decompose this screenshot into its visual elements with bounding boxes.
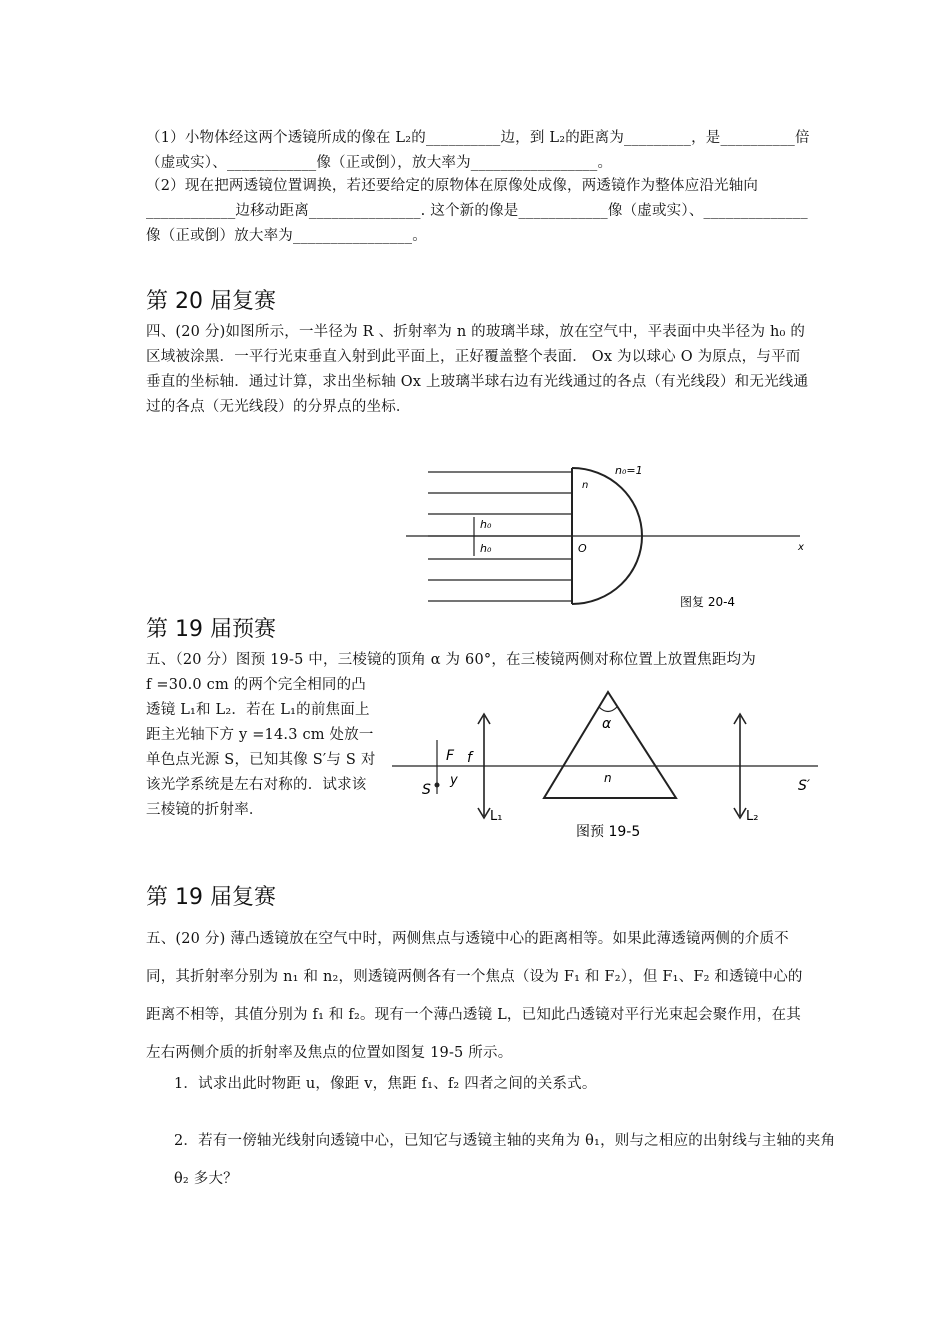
label-n0: n₀=1	[615, 464, 643, 477]
section-heading-19-prelim: 第 19 届预赛	[146, 617, 276, 642]
problem-20-text: 四、(20 分)如图所示，一半径为 R 、折射率为 n 的玻璃半球，放在空气中，平表面中央半径为 h₀ 的区域被涂黑．一平行光束垂直入射到此平面上，正好覆盖整个表面． Ox 为以球心 O 为原点，与平而垂直的坐标轴．通过计算，求出坐标轴 Ox 上玻璃半球右边有光线通过的各点（有光线段）和无光线通过的各点（无光线段）的分界点的坐标．	[146, 324, 809, 415]
figure-prism	[388, 682, 820, 840]
section-heading-20-final: 第 20 届复赛	[146, 289, 276, 314]
label-y: y	[450, 773, 458, 788]
label-x-axis: x	[798, 542, 804, 553]
problem-19-final-text: 五、(20 分) 薄凸透镜放在空气中时，两侧焦点与透镜中心的距离相等。如果此薄透镜两侧的介质不同，其折射率分别为 n₁ 和 n₂，则透镜两侧各有一个焦点（设为 F₁ 和 F₂），但 F₁、F₂ 和透镜中心的距离不相等，其值分别为 f₁ 和 f₂。现有一个薄凸透镜 L，已知此凸透镜对平行光束起会聚作用，在其左右两侧介质的折射率及焦点的位置如图复 19-5 所示。	[146, 931, 803, 1061]
label-L2: L₂	[746, 809, 759, 824]
problem-19-final-q2: 2．若有一傍轴光线射向透镜中心，已知它与透镜主轴的夹角为 θ₁，则与之相应的出射线与主轴的夹角 θ₂ 多大？	[174, 1133, 836, 1187]
label-S-prime: S′	[798, 778, 811, 794]
label-h0-lower: h₀	[480, 542, 492, 555]
question-part-1: （1）小物体经这两个透镜所成的像在 L₂的__________边，到 L₂的距离为_________，是__________倍（虚或实）、____________像（正或倒），放大率为_________________。	[146, 130, 810, 171]
figure-caption-20-4: 图复 20-4	[680, 595, 736, 609]
figure-caption-19-5: 图预 19-5	[576, 824, 641, 840]
problem-19-prelim-line1: 五、（20 分）图预 19-5 中，三棱镜的顶角 α 为 60°，在三棱镜两侧对称位置上放置焦距均为	[146, 652, 756, 668]
label-L1: L₁	[490, 809, 503, 824]
question-part-2: （2）现在把两透镜位置调换，若还要给定的原物体在原像处成像，两透镜作为整体应沿光轴向____________边移动距离_______________. 这个新的像是____________像（虚或实）、______________像（正或倒）放大率为________________。	[146, 178, 808, 244]
label-f: f	[467, 750, 472, 766]
label-S: S	[422, 782, 431, 798]
problem-19-final-q1: 1．试求出此时物距 u，像距 v，焦距 f₁、f₂ 四者之间的关系式。	[174, 1076, 597, 1092]
figure-hemisphere	[400, 462, 820, 614]
label-n: n	[582, 480, 589, 491]
label-F: F	[446, 748, 455, 764]
section-heading-19-final: 第 19 届复赛	[146, 885, 276, 910]
label-alpha: α	[602, 716, 612, 732]
label-origin: O	[578, 542, 587, 555]
label-h0-upper: h₀	[480, 518, 492, 531]
label-prism-n: n	[604, 771, 612, 785]
problem-19-prelim-side-text: f =30.0 cm 的两个完全相同的凸透镜 L₁和 L₂．若在 L₁的前焦面上距主光轴下方 y =14.3 cm 处放一单色点光源 S，已知其像 S′与 S 对该光学系统是左右对称的．试求该三棱镜的折射率．	[146, 677, 376, 818]
